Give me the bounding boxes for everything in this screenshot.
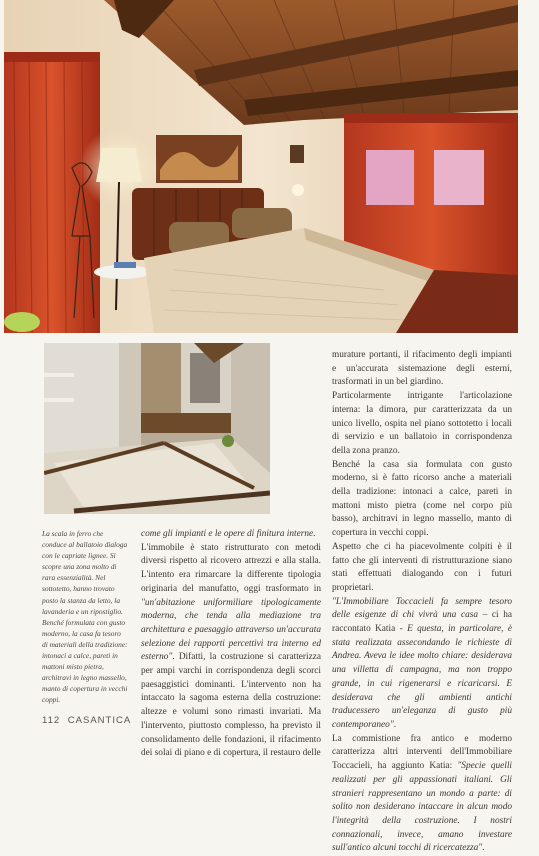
magazine-name: CASANTICA bbox=[67, 715, 132, 726]
right-paragraph-1: murature portanti, il rifacimento degli impianti e un'accurata sistemazione degli esterni, trasformati in un bel giardino. bbox=[332, 350, 512, 388]
right-paragraph-2: Particolarmente intrigante l'articolazione interna: la dimora, pur caratterizzata da un unico livello, ospita nel piano sottotetto i locali di servizio e un ballatoio in corrispondenza della zona pranzo. bbox=[332, 391, 512, 456]
column-middle-paragraph-2 bbox=[141, 542, 321, 761]
right-quote-rest: – ci ha raccontato Katia - bbox=[332, 610, 513, 635]
right-quote-italic: "L'Immobiliare Toccacieli fa sempre tesoro delle esigenze di chi vivrà una casa bbox=[332, 596, 512, 621]
page-folio bbox=[42, 715, 131, 726]
middle-p1-italic: come gli impianti e le opere di finitura interne bbox=[141, 529, 314, 539]
middle-p2: L'immobile è stato ristrutturato con metodi diversi rispetto al ricovero attrezzi e alla stalla. L'intento era rimarcare la differente tipologia originaria del manufatto, oggi trasformato in bbox=[141, 542, 321, 594]
article-column-right bbox=[332, 349, 512, 856]
page-number: 112 bbox=[42, 715, 61, 726]
photo-caption bbox=[42, 528, 128, 706]
right-quote-paragraph bbox=[332, 596, 512, 733]
article-column-middle bbox=[141, 528, 321, 761]
right-quote-italic-2: E questa, in particolare, è stata realizzata assecondando le richieste di Andrea. Aveva le idee molto chiare: desiderava una villetta di campagna, ma non troppo grande, in cui rigenerarsi e ricaricarsi. E desiderava che gli ambienti antichi traducessero un'eleganza di gusto più contemporaneo" bbox=[332, 624, 512, 730]
right-paragraph-5 bbox=[332, 733, 512, 856]
right-p5-end: . bbox=[482, 843, 485, 854]
right-quote-end: . bbox=[393, 719, 397, 730]
column-middle-paragraph-1 bbox=[141, 528, 321, 542]
middle-p2-italic: "un'abitazione uniformiliare tipologicamente moderna, che tenda alla mediazione tra architettura e paesaggio attraverso un'accurata selezione dei rapporti percettivi tra interno ed esterno" bbox=[141, 597, 321, 663]
bedroom-illustration bbox=[4, 0, 518, 333]
right-p5: La commistione fra antico e moderno caratterizza altri interventi dell'Immobiliare Toccacieli, ha aggiunto Katia: bbox=[332, 733, 512, 772]
middle-p1-rest: . bbox=[313, 529, 316, 539]
right-paragraph-3: Benché la casa sia formulata con gusto moderno, si è fatto ricorso anche a materiali della tradizione: intonaci a calce, pareti in mattoni misto pietra (come nel corpo più basso), architravi in legno massello, manto di copertura in vecchi coppi. bbox=[332, 459, 512, 539]
middle-p2-rest: . Difatti, la costruzione si caratterizza per ampi varchi in corrispondenza degli scorci paesaggistici dominanti. L'intervento non ha intaccato la sagoma esterna della costruzione: altezze e volumi sono rimasti invariati. Ma l'intervento, piuttosto complesso, ha previsto il consolidamento delle fondazioni, il rifacimento dei solai di piano e di copertura, il restauro delle bbox=[141, 652, 321, 759]
loft-illustration bbox=[44, 343, 270, 514]
right-paragraph-4: Aspetto che ci ha piacevolmente colpiti è il fatto che gli interventi di ristrutturazione siano stati effettuati dialogando con i futuri proprietari. bbox=[332, 541, 512, 593]
caption-text: La scala in ferro che conduce al ballatoio dialoga con le capriate lignee. Si scopre una zona molto di rara essenzialità. Nel sottotetto, hanno trovato posto la stanza da letto, la lavanderia e un ripostiglio. Benché formulata con gusto moderno, la casa fa tesoro di materiali della tradizione: intonaci a calce, pareti in mattoni misto pietra, architravi in legno massello, manto di copertura in vecchi coppi. bbox=[42, 529, 128, 705]
bedroom-photo bbox=[4, 0, 518, 333]
right-p5-italic: "Specie quelli realizzati per gli appassionati italiani. Gli stranieri rappresentano un mondo a parte: di solito non desiderano intaccare in alcun modo l'integrità della costruzione. I nostri connazionali, invece, amano investare sull'antico alcuni tocchi di ricercatezza" bbox=[332, 761, 512, 854]
loft-photo bbox=[44, 343, 270, 514]
